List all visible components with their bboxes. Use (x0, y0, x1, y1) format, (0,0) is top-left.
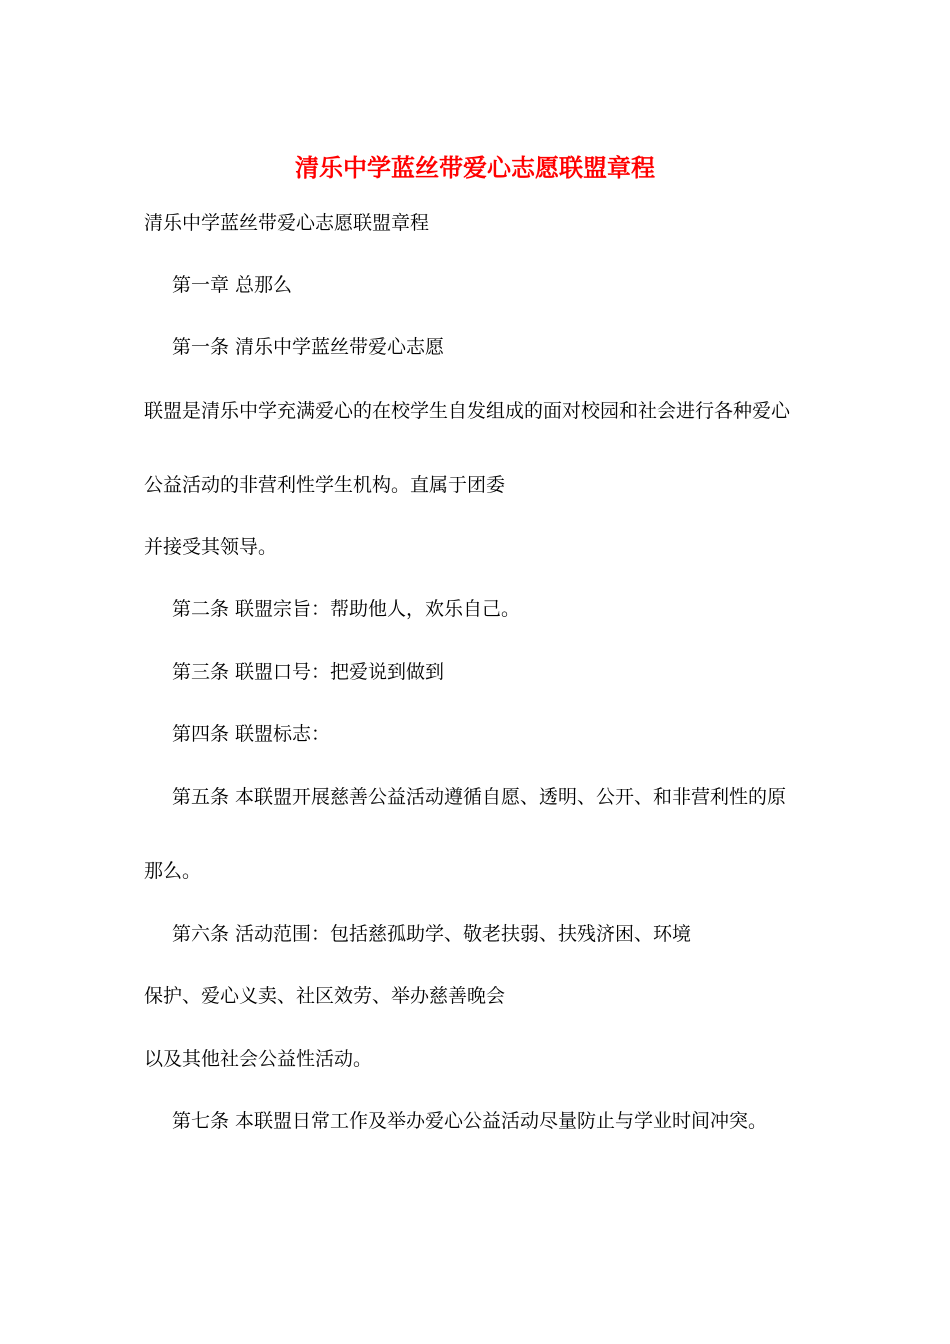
document-title: 清乐中学蓝丝带爱心志愿联盟章程 (295, 154, 655, 182)
article-1-line: 第一条 清乐中学蓝丝带爱心志愿 (172, 336, 445, 358)
article-1-continuation: 联盟是清乐中学充满爱心的在校学生自发组成的面对校园和社会进行各种爱心 (144, 400, 791, 422)
article-5-continuation: 那么。 (144, 860, 202, 882)
subtitle-line: 清乐中学蓝丝带爱心志愿联盟章程 (144, 212, 430, 234)
article-2-line: 第二条 联盟宗旨：帮助他人，欢乐自己。 (172, 598, 521, 620)
article-3-line: 第三条 联盟口号：把爱说到做到 (172, 661, 445, 683)
chapter-heading: 第一章 总那么 (172, 274, 293, 296)
article-6-line: 第六条 活动范围：包括慈孤助学、敬老扶弱、扶残济困、环境 (172, 923, 692, 945)
article-5-line: 第五条 本联盟开展慈善公益活动遵循自愿、透明、公开、和非营利性的原 (172, 786, 787, 808)
article-4-line: 第四条 联盟标志： (172, 723, 331, 745)
article-1-continuation: 并接受其领导。 (144, 536, 278, 558)
article-6-continuation: 保护、爱心义卖、社区效劳、举办慈善晚会 (144, 985, 506, 1007)
article-1-continuation: 公益活动的非营利性学生机构。直属于团委 (144, 474, 506, 496)
article-6-continuation: 以及其他社会公益性活动。 (144, 1048, 373, 1070)
article-7-line: 第七条 本联盟日常工作及举办爱心公益活动尽量防止与学业时间冲突。 (172, 1110, 768, 1132)
